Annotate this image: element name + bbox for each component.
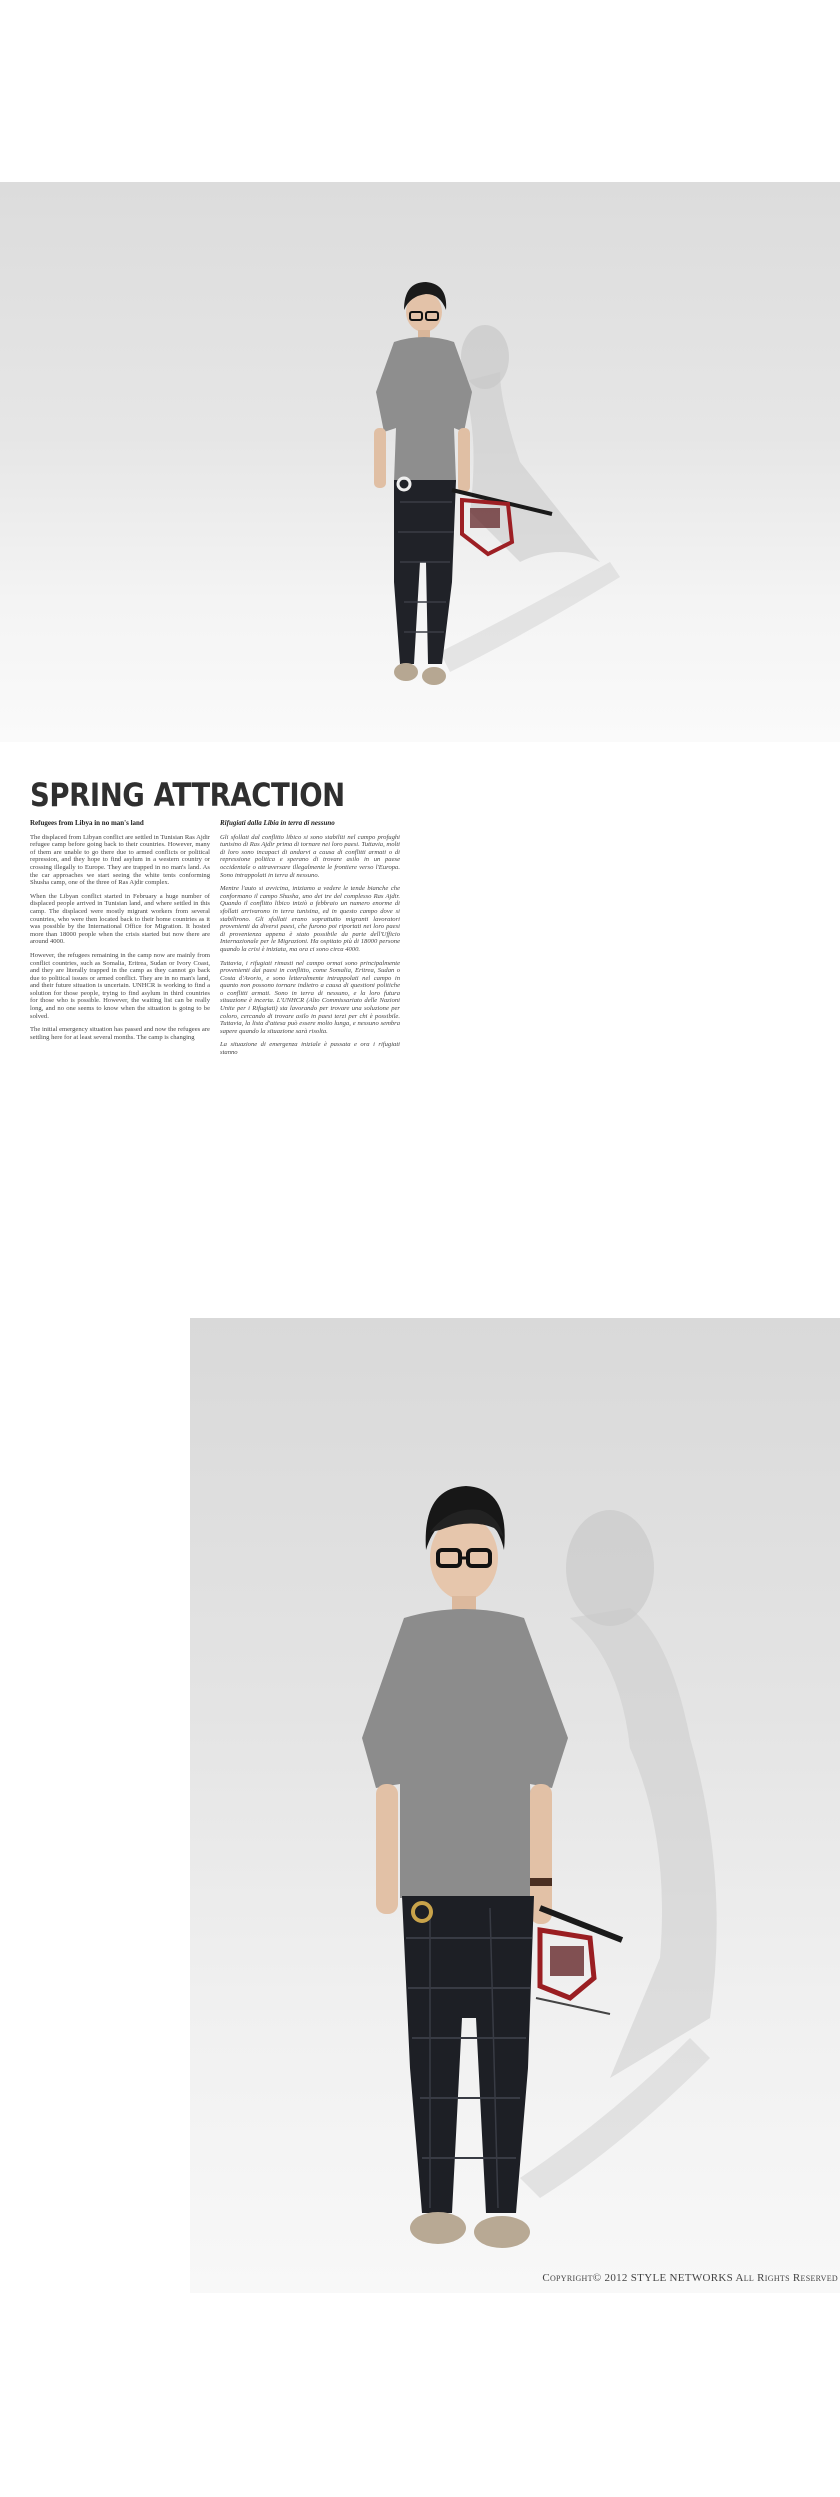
column-subtitle: Rifugiati dalla Libia in terra di nessuno	[220, 819, 335, 827]
column-paragraph: The initial emergency situation has passed and now the refugees are settling here for at least several months. The camp is changing	[30, 1026, 210, 1041]
column-paragraph: The displaced from Libyan conflict are settled in Tunisian Ras Ajdir refugee camp before going back to their countries. However, many of them are unable to go there due to armed conflicts or political repression, and they hope to find asylum in a western country or crossing illegally to Europe. They are trapped in no man's land. As the car approaches we start seeing the white tents conforming Shusha camp, one of the three of Ras Ajdir complex.	[30, 833, 210, 887]
column-subtitle: Refugees from Libya in no man's land	[30, 819, 144, 827]
column-paragraph: However, the refugees remaining in the camp now are mainly from conflict countries, such as Somalia, Eritrea, Sudan or Ivory Coast, and they are literally trapped in the camp as they cannot go back due to political issues or armed conflict. They are in no man's land, and their future situation is uncertain. UNHCR is working to find a solution for those people, trying to find asylum in third countries for those who is possible. However, the waiting list can be really long, and no one seems to know when the situation is going to be solved.	[30, 951, 210, 1020]
model-photo-bottom	[190, 1318, 840, 2293]
article-column-english	[30, 820, 210, 1047]
column-paragraph: Tuttavia, i rifugiati rimasti nel campo ormai sono principalmente provenienti dai paesi in conflitto, come Somalia, Eritrea, Sudan o Costa d'Avorio, e sono letteralmente intrappolati nel campo in quanto non possono tornare indietro a causa di questioni politiche o conflitti armati. Sono in terra di nessuno, e la loro futura situazione è incerta. L'UNHCR (Alto Commissariato delle Nazioni Unite per i Rifugiati) sta lavorando per trovare una soluzione per coloro, cercando di trovare asilo in paesi terzi per chi è possibile. Tuttavia, la lista d'attesa può essere molto lunga, e nessuno sembra sapere quando la situazione sarà risolta.	[220, 959, 400, 1035]
article-column-italian	[220, 820, 400, 1063]
column-paragraph: When the Libyan conflict started in February a huge number of displaced people arrived in Tunisian land, and where settled in this camp. The displaced were mostly migrant workers from several countries, who were then located back to their home countries as it was possible by the International Office for Migration. It hosted more than 18000 people when the crisis started but now there are around 4000.	[30, 892, 210, 946]
model-figure-bottom	[190, 1318, 840, 2293]
model-figure-top	[0, 182, 840, 742]
column-paragraph: Mentre l'auto si avvicina, iniziamo a vedere le tende bianche che conformano il campo Shusha, uno dei tre del complesso Ras Ajdir. Quando il conflitto libico iniziò a febbraio un numero enorme di sfollati arrivarono in terra tunisina, ed in questo campo dove si stabilirono. Gli sfollati erano soprattutto migranti lavoratori provenienti da diversi paesi, che furono poi riportati nei loro paesi di provenienza appena è stato possibile da parte dell'Ufficio Internazionale per le Migrazioni. Ha ospitato più di 18000 persone quando la crisi è iniziata, ma ora ci sono circa 4000.	[220, 885, 400, 953]
column-paragraph: Gli sfollati dal conflitto libico si sono stabiliti nel campo profughi tunisino di Ras Ajdir prima di tornare nei loro paesi. Tuttavia, molti di loro sono incapaci di andarvi a causa di conflitti armati o di repressione politica e sperano di trovare asilo in un paese occidentale o attraversare illegalmente le frontiere verso l'Europa. Sono intrappolati in terra di nessuno.	[220, 833, 400, 879]
model-photo-top	[0, 182, 840, 742]
article-headline: SPRING ATTRACTION	[30, 776, 345, 814]
column-paragraph: La situazione di emergenza iniziale è passata e ora i rifugiati stanno	[220, 1041, 400, 1057]
copyright-notice: Copyright© 2012 STYLE NETWORKS All Rights Reserved	[542, 2272, 838, 2284]
